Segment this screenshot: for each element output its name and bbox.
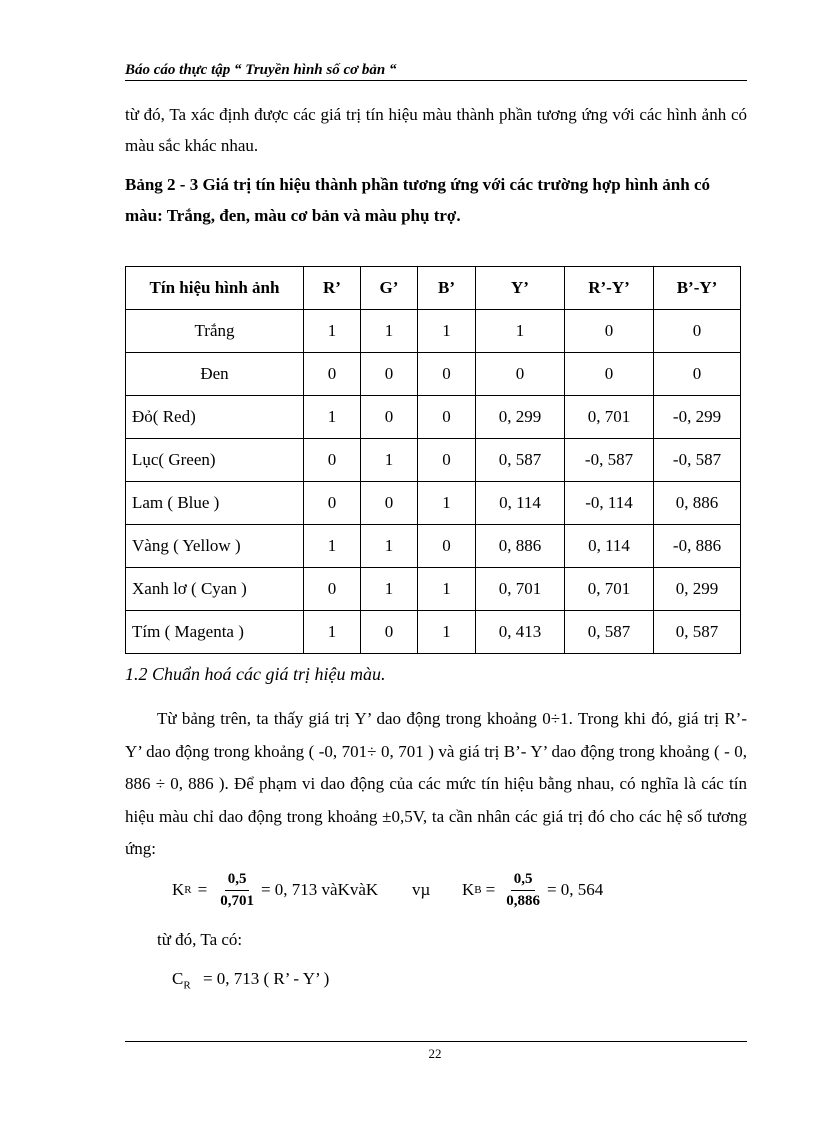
table-cell: 0 — [418, 439, 476, 482]
table-row — [126, 310, 741, 353]
table-cell: -0, 587 — [565, 439, 654, 482]
section-number: 1.2 — [125, 664, 148, 684]
formula-kb — [462, 868, 603, 912]
fraction-kb — [503, 871, 543, 910]
table-header-cell: R’ — [304, 267, 361, 310]
table-cell: Lam ( Blue ) — [126, 482, 304, 525]
table-row — [126, 396, 741, 439]
table-cell: 0 — [304, 439, 361, 482]
section-heading — [125, 664, 385, 685]
table-cell: 0 — [418, 353, 476, 396]
formula-equals: = — [485, 880, 496, 899]
table-cell: 0 — [565, 353, 654, 396]
page-number: 22 — [428, 1046, 442, 1061]
table-header-cell: G’ — [361, 267, 418, 310]
table-cell: 0, 299 — [476, 396, 565, 439]
table-cell: 0 — [304, 353, 361, 396]
body-paragraph: Từ bảng trên, ta thấy giá trị Y’ dao động trong khoảng 0÷1. Trong khi đó, giá trị R’- Y’ dao động trong khoảng ( -0, 701÷ 0, 701 ) và giá trị B’- Y’ dao động trong khoảng ( - 0, 886 ÷ 0, 886 ). Để phạm vi dao động của các mức tín hiệu bằng nhau, có nghĩa là các tín hiệu màu chỉ dao động trong khoảng ±0,5V, ta cần nhân các giá trị đó cho các hệ số tương ứng: — [125, 709, 747, 858]
table-cell: 0 — [418, 396, 476, 439]
conclusion-text: từ đó, Ta có: — [157, 930, 243, 949]
table-cell: 0, 701 — [565, 568, 654, 611]
section-title: Chuẩn hoá các giá trị hiệu màu. — [152, 664, 386, 684]
fraction-kr — [217, 871, 257, 910]
table-cell: Trắng — [126, 310, 304, 353]
formula-kr-kb — [172, 868, 752, 912]
table-cell: 1 — [418, 611, 476, 654]
table-row — [126, 482, 741, 525]
table-cell: 0 — [565, 310, 654, 353]
table-cell: 0 — [304, 482, 361, 525]
table-cell: 0, 413 — [476, 611, 565, 654]
table-cell: 1 — [361, 310, 418, 353]
table-cell: 1 — [304, 525, 361, 568]
table-cell: Đỏ( Red) — [126, 396, 304, 439]
table-cell: 0, 587 — [476, 439, 565, 482]
table-row — [126, 353, 741, 396]
table-cell: -0, 587 — [654, 439, 741, 482]
formula-result: = 0, 564 — [546, 880, 604, 899]
footer-rule — [125, 1041, 747, 1042]
table-cell: 0 — [361, 611, 418, 654]
formula-subscript: R — [183, 979, 191, 992]
table-cell: 1 — [304, 611, 361, 654]
table-cell: 1 — [361, 439, 418, 482]
header-rule — [125, 80, 747, 81]
table-cell: 0 — [654, 353, 741, 396]
table-cell: -0, 886 — [654, 525, 741, 568]
table-cell: Vàng ( Yellow ) — [126, 525, 304, 568]
table-cell: 0, 701 — [565, 396, 654, 439]
formula-equals: = — [197, 880, 208, 899]
table-cell: 0 — [304, 568, 361, 611]
table-cell: Tím ( Magenta ) — [126, 611, 304, 654]
color-signal-table — [125, 266, 741, 654]
table-cell: 0 — [361, 353, 418, 396]
formula-symbol: K — [462, 880, 475, 899]
table-cell: 1 — [361, 568, 418, 611]
intro-paragraph: từ đó, Ta xác định được các giá trị tín hiệu màu thành phần tương ứng với các hình ảnh có màu sắc khác nhau. — [125, 105, 747, 155]
formula-expression: = 0, 713 ( R’ - Y’ ) — [202, 969, 330, 988]
table-cell: 0 — [418, 525, 476, 568]
page-header-title: Báo cáo thực tập “ Truyền hình số cơ bản “ — [125, 62, 397, 78]
table-cell: Xanh lơ ( Cyan ) — [126, 568, 304, 611]
table-cell: 1 — [418, 310, 476, 353]
table-cell: 0 — [654, 310, 741, 353]
table-cell: 1 — [476, 310, 565, 353]
table-cell: 0, 114 — [476, 482, 565, 525]
formula-result: = 0, 713 vàKvàK — [260, 880, 379, 899]
formula-symbol: K — [172, 880, 185, 899]
table-cell: 1 — [304, 310, 361, 353]
table-cell: 0 — [476, 353, 565, 396]
formula-subscript: B — [474, 884, 482, 896]
fraction-numerator: 0,5 — [225, 871, 250, 891]
formula-symbol: C — [172, 969, 184, 988]
table-cell: 0, 886 — [654, 482, 741, 525]
table-cell: 0, 299 — [654, 568, 741, 611]
table-header-row — [126, 267, 741, 310]
table-header-cell: R’-Y’ — [565, 267, 654, 310]
fraction-denominator: 0,701 — [220, 892, 254, 909]
table-cell: -0, 114 — [565, 482, 654, 525]
table-cell: 0, 114 — [565, 525, 654, 568]
table-row — [126, 568, 741, 611]
table-cell: 0 — [361, 482, 418, 525]
table-row — [126, 439, 741, 482]
table-cell: 0 — [361, 396, 418, 439]
fraction-denominator: 0,886 — [506, 892, 540, 909]
table-header-cell: B’ — [418, 267, 476, 310]
formula-subscript: R — [184, 884, 192, 896]
fraction-numerator: 0,5 — [511, 871, 536, 891]
table-header-cell: Y’ — [476, 267, 565, 310]
table-cell: 1 — [418, 482, 476, 525]
formula-kr — [172, 868, 378, 912]
table-row — [126, 525, 741, 568]
table-cell: 1 — [361, 525, 418, 568]
table-cell: 1 — [418, 568, 476, 611]
formula-connector: vµ — [412, 880, 431, 899]
table-header-cell: B’-Y’ — [654, 267, 741, 310]
table-caption: Bảng 2 - 3 Giá trị tín hiệu thành phần tương ứng với các trường hợp hình ảnh có màu: Trắng, đen, màu cơ bản và màu phụ trợ. — [125, 175, 710, 225]
table-cell: 1 — [304, 396, 361, 439]
table-cell: -0, 299 — [654, 396, 741, 439]
formula-cr — [172, 969, 329, 991]
table-row — [126, 611, 741, 654]
table-cell: 0, 886 — [476, 525, 565, 568]
table-cell: 0, 701 — [476, 568, 565, 611]
table-cell: Đen — [126, 353, 304, 396]
table-header-cell: Tín hiệu hình ảnh — [126, 267, 304, 310]
table-cell: 0, 587 — [654, 611, 741, 654]
table-cell: Lục( Green) — [126, 439, 304, 482]
table-cell: 0, 587 — [565, 611, 654, 654]
